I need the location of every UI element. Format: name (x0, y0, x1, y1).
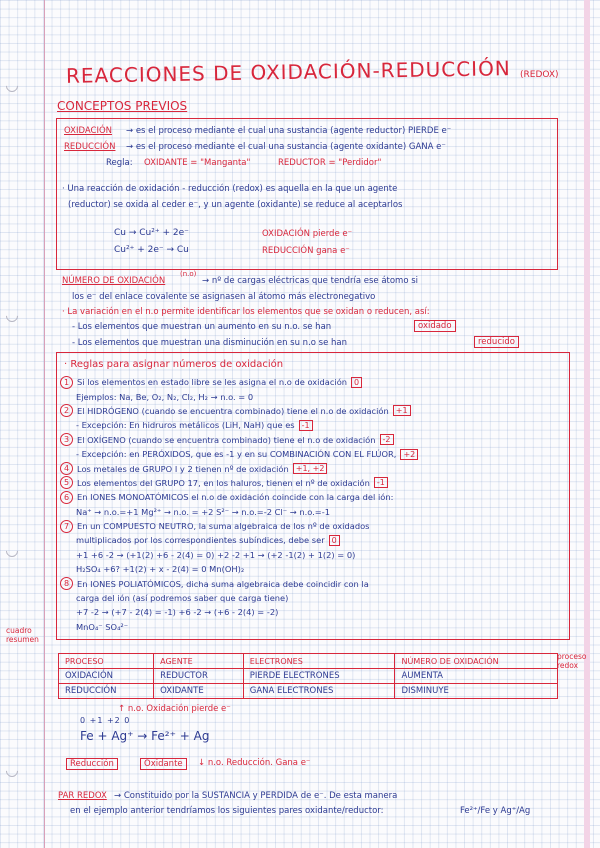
rule-row (60, 519, 565, 533)
oxidation-number-label: NÚMERO DE OXIDACIÓN (62, 276, 166, 286)
par-redox-line-1: → Constituido por la SUSTANCIA y PERDIDA de e⁻. De esta manera (114, 791, 398, 801)
equation-reduction: Cu²⁺ + 2e⁻ → Cu (114, 245, 189, 255)
rule-row (60, 389, 565, 403)
summary-table (58, 653, 558, 699)
redox-definition-1: · Una reacción de oxidación - reducción (redox) es aquella en la que un agente (62, 184, 398, 194)
section-title: CONCEPTOS PREVIOS (57, 99, 188, 113)
rule-text: multiplicados por los correspondientes subíndices, debe ser (76, 535, 325, 546)
variation-line: · La variación en el n.o permite identificar los elementos que se oxidan o reducen, así: (62, 307, 430, 317)
reduction-label: REDUCCIÓN (64, 142, 116, 152)
rule-number: 6 (60, 491, 73, 504)
rule-text: En un COMPUESTO NEUTRO, la suma algebraica de los nº de oxidados (77, 521, 370, 532)
summary-cell: OXIDANTE (154, 684, 244, 699)
rule-text: Na⁺ → n.o.=+1 Mg²⁺ → n.o. = +2 S²⁻ → n.o.=-2 Cl⁻ → n.o.=-1 (76, 506, 331, 517)
oxidation-number-tag: (n.o) (180, 270, 197, 278)
equation-oxidation-note: OXIDACIÓN pierde e⁻ (262, 229, 353, 239)
rule-text: +7 -2 → (+7 - 2(4) = -1) +6 -2 → (+6 - 2(4) = -2) (76, 607, 279, 618)
rule-value-box: -2 (380, 434, 394, 445)
rule-number: 3 (60, 433, 73, 446)
rule-oxidant: OXIDANTE = "Manganta" (144, 158, 251, 168)
equation-reduction-note: REDUCCIÓN gana e⁻ (262, 246, 350, 256)
rule-text: H₂SO₄ +6? +1(2) + x - 2(4) = 0 Mn(OH)₂ (76, 564, 245, 575)
left-margin-line (44, 0, 45, 848)
summary-header-row (59, 654, 558, 669)
rule-text: +1 +6 -2 → (+1(2) +6 - 2(4) = 0) +2 -2 +1 → (+2 -1(2) + 1(2) = 0) (76, 549, 356, 560)
rule-number: 1 (60, 376, 73, 389)
rule-value-box: -1 (374, 477, 388, 488)
oxidation-label: OXIDACIÓN (64, 126, 113, 136)
summary-cell: REDUCCIÓN (59, 684, 154, 699)
oxidant-box: Oxidante (140, 758, 187, 770)
oxidation-number-def-2: los e⁻ del enlace covalente se asignasen al átomo más electronegativo (72, 292, 376, 302)
rule-number: 7 (60, 520, 73, 533)
summary-side-note: cuadro resumen (6, 626, 39, 644)
rule-text: MnO₄⁻ SO₄²⁻ (76, 621, 129, 632)
reduction-box: Reducción (66, 758, 118, 770)
rule-text: En IONES MONOATÓMICOS el n.o de oxidación coincide con la carga del ión: (77, 492, 394, 503)
par-redox-line-2: en el ejemplo anterior tendríamos los siguientes pares oxidante/reductor: (70, 806, 384, 816)
rule-row (60, 620, 565, 634)
reduction-definition: → es el proceso mediante el cual una sustancia (agente oxidante) GANA e⁻ (126, 142, 446, 152)
rule-row (60, 490, 565, 504)
rule-text: - Excepción: en PERÓXIDOS, que es -1 y en su COMBINACIÓN CON EL FLÚOR, (76, 449, 397, 460)
rule-value-box: +1 (393, 405, 411, 416)
summary-cell: REDUCTOR (154, 669, 244, 684)
rule-row (60, 548, 565, 562)
rule-value-box: +1, +2 (293, 463, 328, 474)
equation-oxidation: Cu → Cu²⁺ + 2e⁻ (114, 228, 189, 238)
rule-value-box: 0 (351, 377, 362, 388)
rule-row (60, 576, 565, 590)
decrease-line: - Los elementos que muestran una disminución en su n.o se han (72, 338, 348, 348)
rule-number: 8 (60, 577, 73, 590)
summary-row (59, 669, 558, 684)
rule-row (60, 404, 565, 418)
rule-value-box: +2 (400, 449, 418, 460)
rule-row (60, 418, 565, 432)
rule-row (60, 605, 565, 619)
rule-row (60, 447, 565, 461)
redox-definition-2: (reductor) se oxida al ceder e⁻, y un agente (oxidante) se reduce al aceptarlos (68, 200, 403, 210)
rule-value-box: 0 (329, 535, 340, 546)
rule-text: Ejemplos: Na, Be, O₂, N₂, Cl₂, H₂ → n.o. = 0 (76, 391, 254, 402)
right-margin-band (584, 0, 590, 848)
redox-side-note: proceso redox (557, 652, 587, 670)
increase-line: - Los elementos que muestran un aumento en su n.o. se han (72, 322, 332, 332)
rules-list (60, 375, 565, 634)
rule-text: El OXÍGENO (cuando se encuentra combinado) tiene el n.o de oxidación (77, 434, 376, 445)
rule-number: 4 (60, 462, 73, 475)
rule-prefix: Regla: (106, 158, 133, 168)
rule-text: carga del ión (así podremos saber que carga tiene) (76, 593, 289, 604)
rule-reductor: REDUCTOR = "Perdidor" (278, 158, 382, 168)
summary-header-cell: PROCESO (59, 654, 154, 669)
rule-row (60, 433, 565, 447)
oxidation-definition: → es el proceso mediante el cual una sustancia (agente reductor) PIERDE e⁻ (126, 126, 452, 136)
rule-row (60, 505, 565, 519)
rule-value-box: -1 (299, 420, 313, 431)
rule-number: 2 (60, 404, 73, 417)
rule-row (60, 591, 565, 605)
rule-row (60, 375, 565, 389)
oxidation-number-def-1: → nº de cargas eléctricas que tendría ese átomo si (202, 276, 419, 286)
rule-text: Los elementos del GRUPO 17, en los haluros, tienen el nº de oxidación (77, 477, 370, 488)
title-tag: (REDOX) (520, 70, 559, 80)
reaction-bottom-note: ↓ n.o. Reducción. Gana e⁻ (198, 758, 311, 768)
rule-text: En IONES POLIATÓMICOS, dicha suma algebraica debe coincidir con la (77, 578, 369, 589)
summary-cell: AUMENTA (395, 669, 558, 684)
par-redox-pairs: Fe²⁺/Fe y Ag⁺/Ag (460, 806, 531, 816)
summary-row (59, 684, 558, 699)
page-title: REACCIONES DE OXIDACIÓN-REDUCCIÓN (65, 56, 511, 88)
reaction-top-note: ↑ n.o. Oxidación pierde e⁻ (118, 704, 231, 714)
rule-text: - Excepción: En hidruros metálicos (LiH, NaH) que es (76, 420, 295, 431)
reaction-ox-states: 0 +1 +2 0 (80, 716, 131, 725)
summary-cell: GANA ELECTRONES (243, 684, 395, 699)
summary-cell: PIERDE ELECTRONES (243, 669, 395, 684)
summary-header-cell: ELECTRONES (243, 654, 395, 669)
summary-header-cell: NÚMERO DE OXIDACIÓN (395, 654, 558, 669)
rule-row (60, 461, 565, 475)
rule-number: 5 (60, 476, 73, 489)
summary-cell: OXIDACIÓN (59, 669, 154, 684)
rule-row (60, 533, 565, 547)
rule-row (60, 562, 565, 576)
reduced-box: reducido (474, 336, 519, 348)
rule-text: El HIDRÓGENO (cuando se encuentra combinado) tiene el n.o de oxidación (77, 405, 389, 416)
rule-row (60, 476, 565, 490)
rule-text: Si los elementos en estado libre se les asigna el n.o de oxidación (77, 377, 348, 388)
par-redox-label: PAR REDOX (58, 791, 107, 801)
rule-text: Los metales de GRUPO I y 2 tienen nº de oxidación (77, 463, 289, 474)
oxidized-box: oxidado (414, 320, 456, 332)
summary-cell: DISMINUYE (395, 684, 558, 699)
reaction-equation: Fe + Ag⁺ → Fe²⁺ + Ag (80, 729, 210, 743)
rules-heading: · Reglas para asignar números de oxidación (64, 359, 284, 370)
summary-header-cell: AGENTE (154, 654, 244, 669)
